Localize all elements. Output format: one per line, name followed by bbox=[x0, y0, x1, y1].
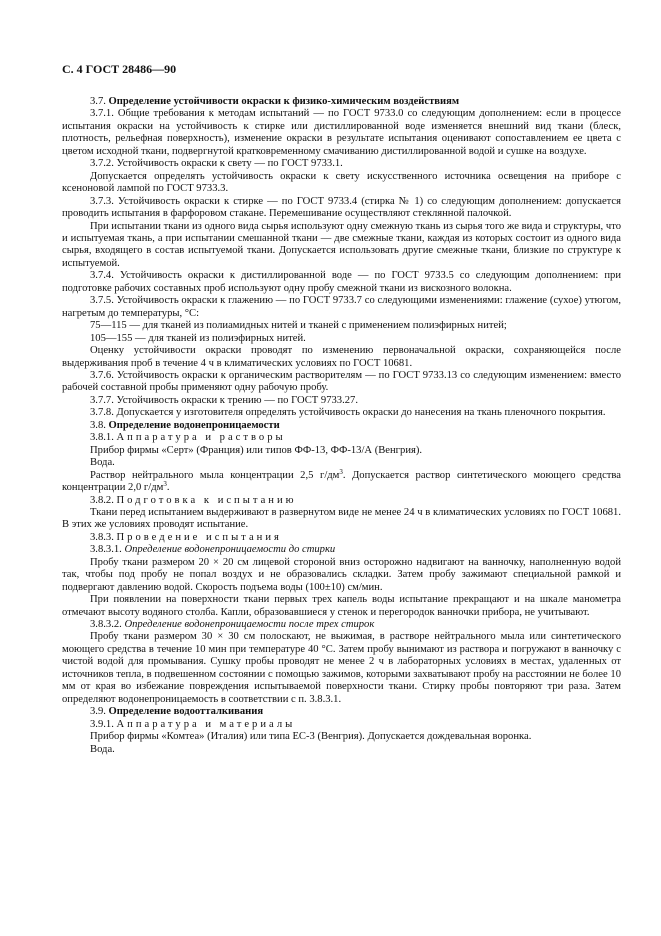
section-title: Определение устойчивости окраски к физико-химическим воздействиям bbox=[108, 96, 460, 107]
subsection-heading bbox=[62, 495, 621, 507]
section-number: 3.9.1. bbox=[90, 718, 114, 730]
section-number: 3.9. bbox=[90, 706, 106, 718]
paragraph bbox=[62, 467, 621, 495]
paragraph: 3.7.4. Устойчивость окраски к дистиллированной воде — по ГОСТ 9733.5 со следующим дополнением: при подготовке рабочих составных проб используют одну пробу смежной ткани из вискозного волокна. bbox=[62, 270, 621, 294]
section-number: 3.8.2. bbox=[90, 494, 114, 506]
paragraph: Прибор фирмы «Комтеа» (Италия) или типа ЕС-3 (Венгрия). Допускается дождевальная воронка. bbox=[90, 731, 532, 743]
paragraph: При испытании ткани из одного вида сырья используют одну смежную ткань из сырья того же вида и структуры, что и испытуемая ткань, а при испытании смешанной ткани — две смежные ткани, каждая из которых состоит из одного вида сырья, входящего в состав испытуемой ткани. Допускается использовать другие смежные ткани, близкие по структуре к испытуемой. bbox=[62, 220, 621, 269]
paragraph: 3.7.3. Устойчивость окраски к стирке — по ГОСТ 9733.4 (стирка № 1) со следующим дополнением: допускается проводить испытания в фарфоровом стакане. Перемешивание осуществляют стеклянной палочкой. bbox=[62, 195, 621, 220]
paragraph: 3.7.8. Допускается у изготовителя определять устойчивость окраски до нанесения на ткань пленочного покрытия. bbox=[90, 407, 606, 419]
section-heading bbox=[62, 706, 621, 718]
subsection-heading bbox=[62, 532, 621, 544]
subsection-heading bbox=[62, 432, 621, 444]
paragraph: Ткани перед испытанием выдерживают в развернутом виде не менее 24 ч в климатических условиях по ГОСТ 10681. В этих же условиях проводят испытание. bbox=[62, 506, 621, 531]
text-run: Раствор нейтрального мыла концентрации 2,5 г/дм bbox=[90, 469, 340, 481]
section-number: 3.8.3. bbox=[90, 531, 114, 543]
subsection-title: Подготовка к испытанию bbox=[116, 494, 297, 506]
paragraph: 3.7.7. Устойчивость окраски к трению — по ГОСТ 9733.27. bbox=[90, 394, 358, 406]
paragraph: Пробу ткани размером 20 × 20 см лицевой стороной вниз осторожно надвигают на ванночку, наполненную водой так, чтобы под пробу не попал воздух и не образовались складки. Затем пробу зажимают специальной рамкой и подвергают давлению водой. Скорость подъема воды (100±10) см/мин. bbox=[62, 556, 621, 593]
paragraph: 3.7.6. Устойчивость окраски к органическим растворителям — по ГОСТ 9733.13 со следующим изменением: вместо рабочей составной пробы применяют одну рабочую пробу. bbox=[62, 369, 621, 394]
paragraph: Вода. bbox=[90, 457, 115, 469]
text-run: . Допускается раствор синтетического моющего средства концентрации 2,0 г/дм bbox=[62, 469, 621, 494]
subsection-title: Аппаратура и растворы bbox=[116, 432, 286, 444]
superscript: 3 bbox=[339, 467, 343, 476]
section-number: 3.8.3.1. bbox=[90, 544, 122, 556]
subsection-heading bbox=[62, 619, 621, 631]
subsection-title: Проведение испытания bbox=[116, 531, 282, 543]
paragraph: 3.7.5. Устойчивость окраски к глажению — по ГОСТ 9733.7 со следующими изменениями: глажение (сухое) утюгом, нагретым до температуры, °С: bbox=[62, 295, 621, 319]
paragraph: При появлении на поверхности ткани первых трех капель воды испытание прекращают и на шкале манометра отмечают высоту водяного столба. Капли, образовавшиеся у стенок и перегородок ванночки прибора, не учитывают. bbox=[62, 594, 621, 618]
subsection-heading bbox=[62, 719, 621, 731]
text-run: . bbox=[166, 482, 170, 494]
section-heading bbox=[62, 96, 621, 108]
section-heading bbox=[62, 420, 621, 432]
page-header: С. 4 ГОСТ 28486—90 bbox=[62, 62, 177, 76]
section-number: 3.8.3.2. bbox=[90, 619, 122, 631]
paragraph: 3.7.2. Устойчивость окраски к свету — по ГОСТ 9733.1. bbox=[90, 158, 343, 170]
superscript: 3 bbox=[163, 480, 167, 489]
subsection-title: Определение водонепроницаемости после трех стирок bbox=[124, 619, 375, 631]
subsection-heading bbox=[62, 544, 621, 556]
section-number: 3.8.1. bbox=[90, 432, 114, 444]
paragraph: Вода. bbox=[90, 743, 115, 755]
paragraph: 75—115 — для тканей из полиамидных нитей и тканей с применением полиэфирных нитей; bbox=[90, 320, 507, 332]
paragraph: 105—155 — для тканей из полиэфирных нитей. bbox=[90, 332, 306, 344]
paragraph: 3.7.1. Общие требования к методам испытаний — по ГОСТ 9733.0 со следующим дополнением: если в процессе испытания окраски на устойчивость к стирке или дистиллированной воде изменяется внешний вид ткани (блеск, плотность, рельефная поверхность), изменение окраски в результате испытания оценивают сопоставлением ее цвета с цветом исходной ткани, подвергнутой кратковременному смачиванию дистиллированной водой и сушке на воздухе. bbox=[62, 108, 621, 157]
paragraph: Пробу ткани размером 30 × 30 см полоскают, не выжимая, в растворе нейтрального мыла или синтетического моющего средства в течение 10 мин при температуре 40 °С. Затем пробу вынимают из раствора и погружают в ванночку с чистой водой для промывания. Сушку пробы проводят не менее 2 ч в лабораторных условиях в местах, удаленных от источников тепла, в подвешенном состоянии с помощью зажимов, которыми захватывают пробу на расстоянии не более 10 мм от края во избежание повреждения испытываемой поверхности ткани. Стирку пробы повторяют три раза. Затем определяют водонепроницаемость в соответствии с п. 3.8.3.1. bbox=[62, 631, 621, 705]
section-title: Определение водоотталкивания bbox=[108, 706, 264, 718]
paragraph: Прибор фирмы «Серт» (Франция) или типов ФФ-13, ФФ-13/А (Венгрия). bbox=[90, 444, 423, 456]
section-number: 3.8. bbox=[90, 419, 106, 431]
section-number: 3.7. bbox=[90, 96, 106, 107]
paragraph: Оценку устойчивости окраски проводят по изменению первоначальной окраски, сохраняющейся после выдерживания проб в течение 4 ч в климатических условиях по ГОСТ 10681. bbox=[62, 345, 621, 369]
subsection-title: Определение водонепроницаемости до стирки bbox=[124, 544, 336, 556]
paragraph: Допускается определять устойчивость окраски к свету искусственного источника освещения на приборе с ксеноновой лампой по ГОСТ 9733.3. bbox=[62, 170, 621, 195]
section-title: Определение водонепроницаемости bbox=[108, 419, 280, 431]
subsection-title: Аппаратура и материалы bbox=[116, 718, 296, 730]
